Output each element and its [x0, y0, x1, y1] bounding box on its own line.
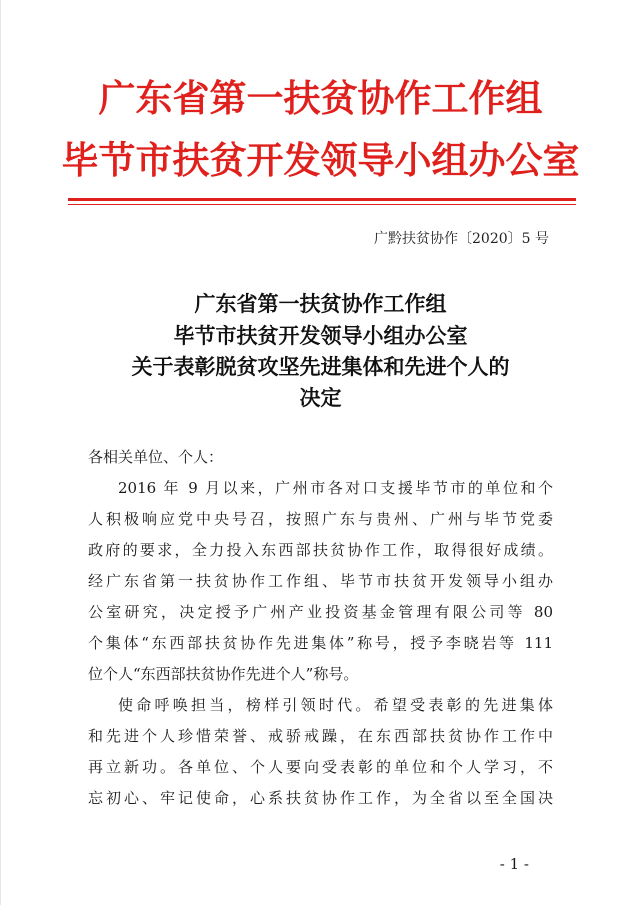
paragraph-1-line: 个集体“东西部扶贫协作先进集体”称号，授予李晓岩等 111: [88, 634, 553, 652]
paragraph-1-line: 政府的要求，全力投入东西部扶贫协作工作，取得很好成绩。: [88, 541, 553, 559]
paragraph-2-line: 忘初心、牢记使命，心系扶贫协作工作，为全省以至全国决: [88, 789, 553, 807]
paragraph-2-line: 再立新功。各单位、个人要向受表彰的单位和个人学习，不: [88, 758, 553, 776]
letterhead-org-2: 毕节市扶贫开发领导小组办公室: [61, 139, 580, 182]
paragraph-1-line: 公室研究，决定授予广州产业投资基金管理有限公司等 80: [88, 603, 553, 621]
paragraph-1-line: 2016 年 9 月以来，广州市各对口支援毕节市的单位和个: [118, 479, 553, 497]
paragraph-1-line: 经广东省第一扶贫协作工作组、毕节市扶贫开发领导小组办: [88, 572, 553, 590]
paragraph-2-line: 使命呼唤担当，榜样引领时代。希望受表彰的先进集体: [118, 696, 553, 714]
paragraph-2-line: 和先进个人珍惜荣誉、戒骄戒躁，在东西部扶贫协作工作中: [88, 727, 553, 745]
title-line-2: 毕节市扶贫开发领导小组办公室: [173, 323, 468, 348]
letterhead-divider-thick: [68, 198, 576, 201]
title-line-4: 决定: [299, 385, 342, 410]
salutation: 各相关单位、个人：: [88, 448, 224, 466]
document-number: 广黔扶贫协作〔2020〕5 号: [374, 231, 549, 247]
title-line-1: 广东省第一扶贫协作工作组: [194, 291, 447, 316]
page-number: - 1 -: [499, 855, 529, 873]
paragraph-1-line: 人积极响应党中央号召，按照广东与贵州、广州与毕节党委: [88, 510, 553, 528]
title-line-3: 关于表彰脱贫攻坚先进集体和先进个人的: [131, 354, 510, 379]
letterhead-divider-thin: [68, 204, 576, 205]
letterhead-org-1: 广东省第一扶贫协作工作组: [98, 77, 543, 120]
paragraph-1-line: 位个人“东西部扶贫协作先进个人”称号。: [88, 665, 359, 683]
